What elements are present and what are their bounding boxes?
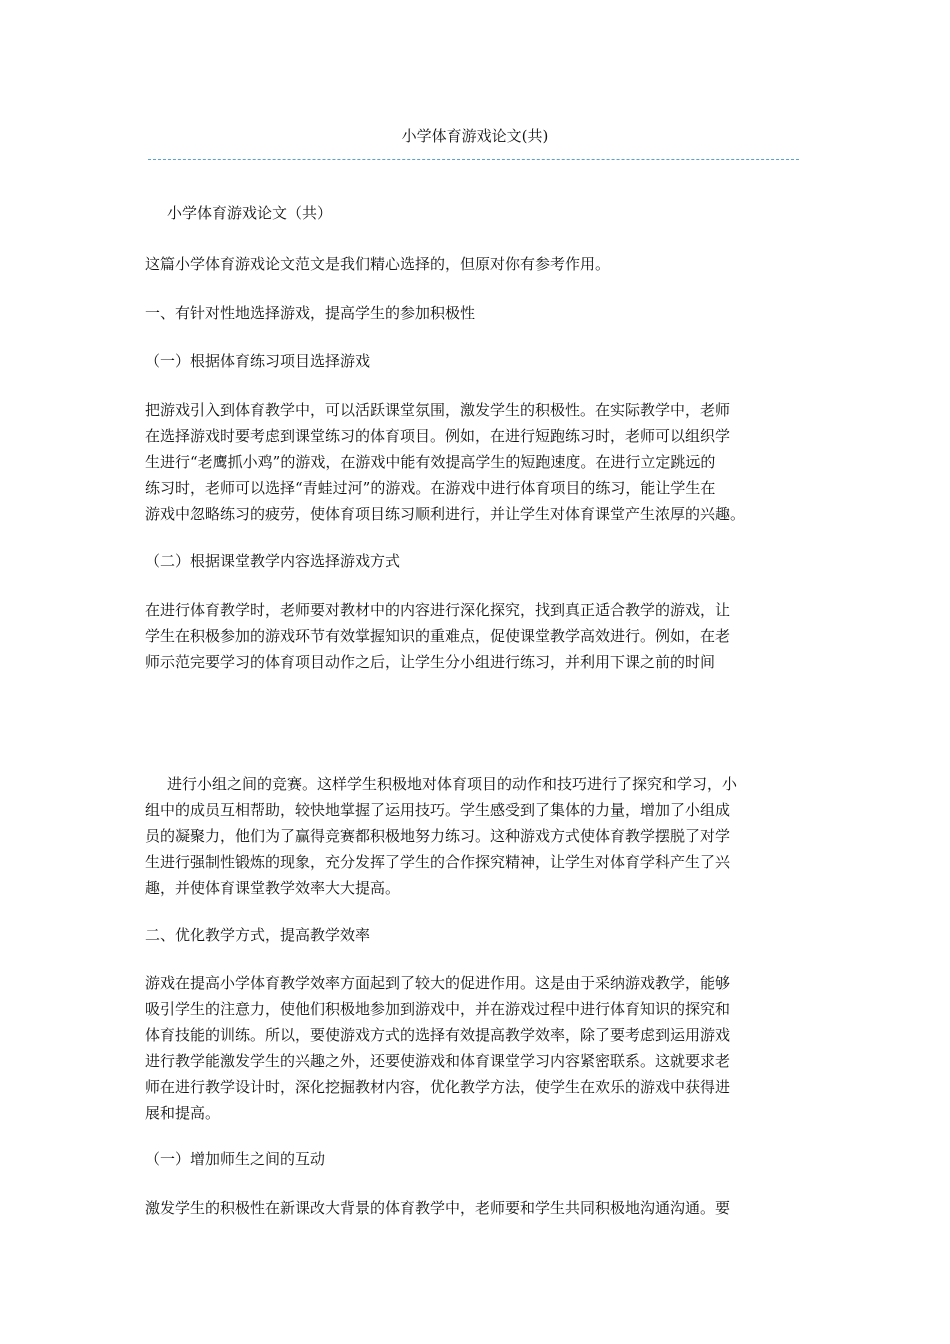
subsection-heading-2-1 [145, 1146, 809, 1172]
paragraph-line: 进行小组之间的竞赛。这样学生积极地对体育项目的动作和技巧进行了探究和学习，小 [167, 775, 738, 793]
paragraph-line: 员的凝聚力，他们为了赢得竞赛都积极地努力练习。这种游戏方式使体育教学摆脱了对学 [145, 827, 731, 845]
paragraph-1 [145, 397, 809, 527]
paragraph-line: 这篇小学体育游戏论文范文是我们精心选择的，但原对你有参考作用。 [145, 255, 611, 273]
section-heading-1 [145, 300, 809, 326]
paragraph-5 [145, 1195, 809, 1221]
page-title: 小学体育游戏论文(共) [401, 127, 549, 145]
paragraph-line: 师在进行教学设计时，深化挖掘教材内容，优化教学方法，使学生在欢乐的游戏中获得进 [145, 1078, 731, 1096]
paragraph-line: 进行教学能激发学生的兴趣之外，还要使游戏和体育课堂学习内容紧密联系。这就要求老 [145, 1052, 731, 1070]
heading-line: （二）根据课堂教学内容选择游戏方式 [145, 552, 401, 570]
paragraph-line: 展和提高。 [145, 1104, 221, 1122]
heading-line: （一）增加师生之间的互动 [145, 1150, 326, 1168]
paragraph-4 [145, 970, 809, 1126]
subsection-heading-1-2 [145, 548, 809, 574]
paragraph-line: 吸引学生的注意力，使他们积极地参加到游戏中，并在游戏过程中进行体育知识的探究和 [145, 1000, 731, 1018]
paragraph-line: 在进行体育教学时，老师要对教材中的内容进行深化探究，找到真正适合教学的游戏，让 [145, 601, 731, 619]
paragraph-line: 游戏在提高小学体育教学效率方面起到了较大的促进作用。这是由于采纳游戏教学，能够 [145, 974, 731, 992]
paragraph-line: 在选择游戏时要考虑到课堂练习的体育项目。例如，在进行短跑练习时，老师可以组织学 [145, 427, 731, 445]
paragraph-line: 练习时，老师可以选择“青蛙过河”的游戏。在游戏中进行体育项目的练习，能让学生在 [145, 479, 716, 497]
section-heading-2 [145, 922, 809, 948]
heading-line: 二、优化教学方式，提高教学效率 [145, 926, 371, 944]
paragraph-line: 生进行强制性锻炼的现象，充分发挥了学生的合作探究精神，让学生对体育学科产生了兴 [145, 853, 731, 871]
heading-line: （一）根据体育练习项目选择游戏 [145, 352, 371, 370]
paragraph-line: 趣，并使体育课堂教学效率大大提高。 [145, 879, 401, 897]
paragraph-line: 体育技能的训练。所以，要使游戏方式的选择有效提高教学效率，除了要考虑到运用游戏 [145, 1026, 731, 1044]
intro-paragraph [145, 251, 809, 277]
paragraph-line: 师示范完要学习的体育项目动作之后，让学生分小组进行练习，并利用下课之前的时间 [145, 653, 716, 671]
paragraph-2 [145, 597, 809, 675]
paragraph-line: 游戏中忽略练习的疲劳，使体育项目练习顺利进行，并让学生对体育课堂产生浓厚的兴趣。 [145, 505, 746, 523]
paragraph-line: 学生在积极参加的游戏环节有效掌握知识的重难点，促使课堂教学高效进行。例如，在老 [145, 627, 731, 645]
title-divider [148, 159, 799, 160]
document-subtitle [145, 200, 809, 226]
paragraph-line: 激发学生的积极性在新课改大背景的体育教学中，老师要和学生共同积极地沟通沟通。要 [145, 1199, 731, 1217]
paragraph-line: 组中的成员互相帮助，较快地掌握了运用技巧。学生感受到了集体的力量，增加了小组成 [145, 801, 731, 819]
heading-line: 一、有针对性地选择游戏，提高学生的参加积极性 [145, 304, 476, 322]
subsection-heading-1-1 [145, 348, 809, 374]
subtitle-line: 小学体育游戏论文（共） [167, 204, 333, 222]
paragraph-3 [145, 771, 809, 901]
paragraph-line: 把游戏引入到体育教学中，可以活跃课堂氛围，激发学生的积极性。在实际教学中，老师 [145, 401, 731, 419]
paragraph-line: 生进行“老鹰抓小鸡”的游戏，在游戏中能有效提高学生的短跑速度。在进行立定跳远的 [145, 453, 716, 471]
